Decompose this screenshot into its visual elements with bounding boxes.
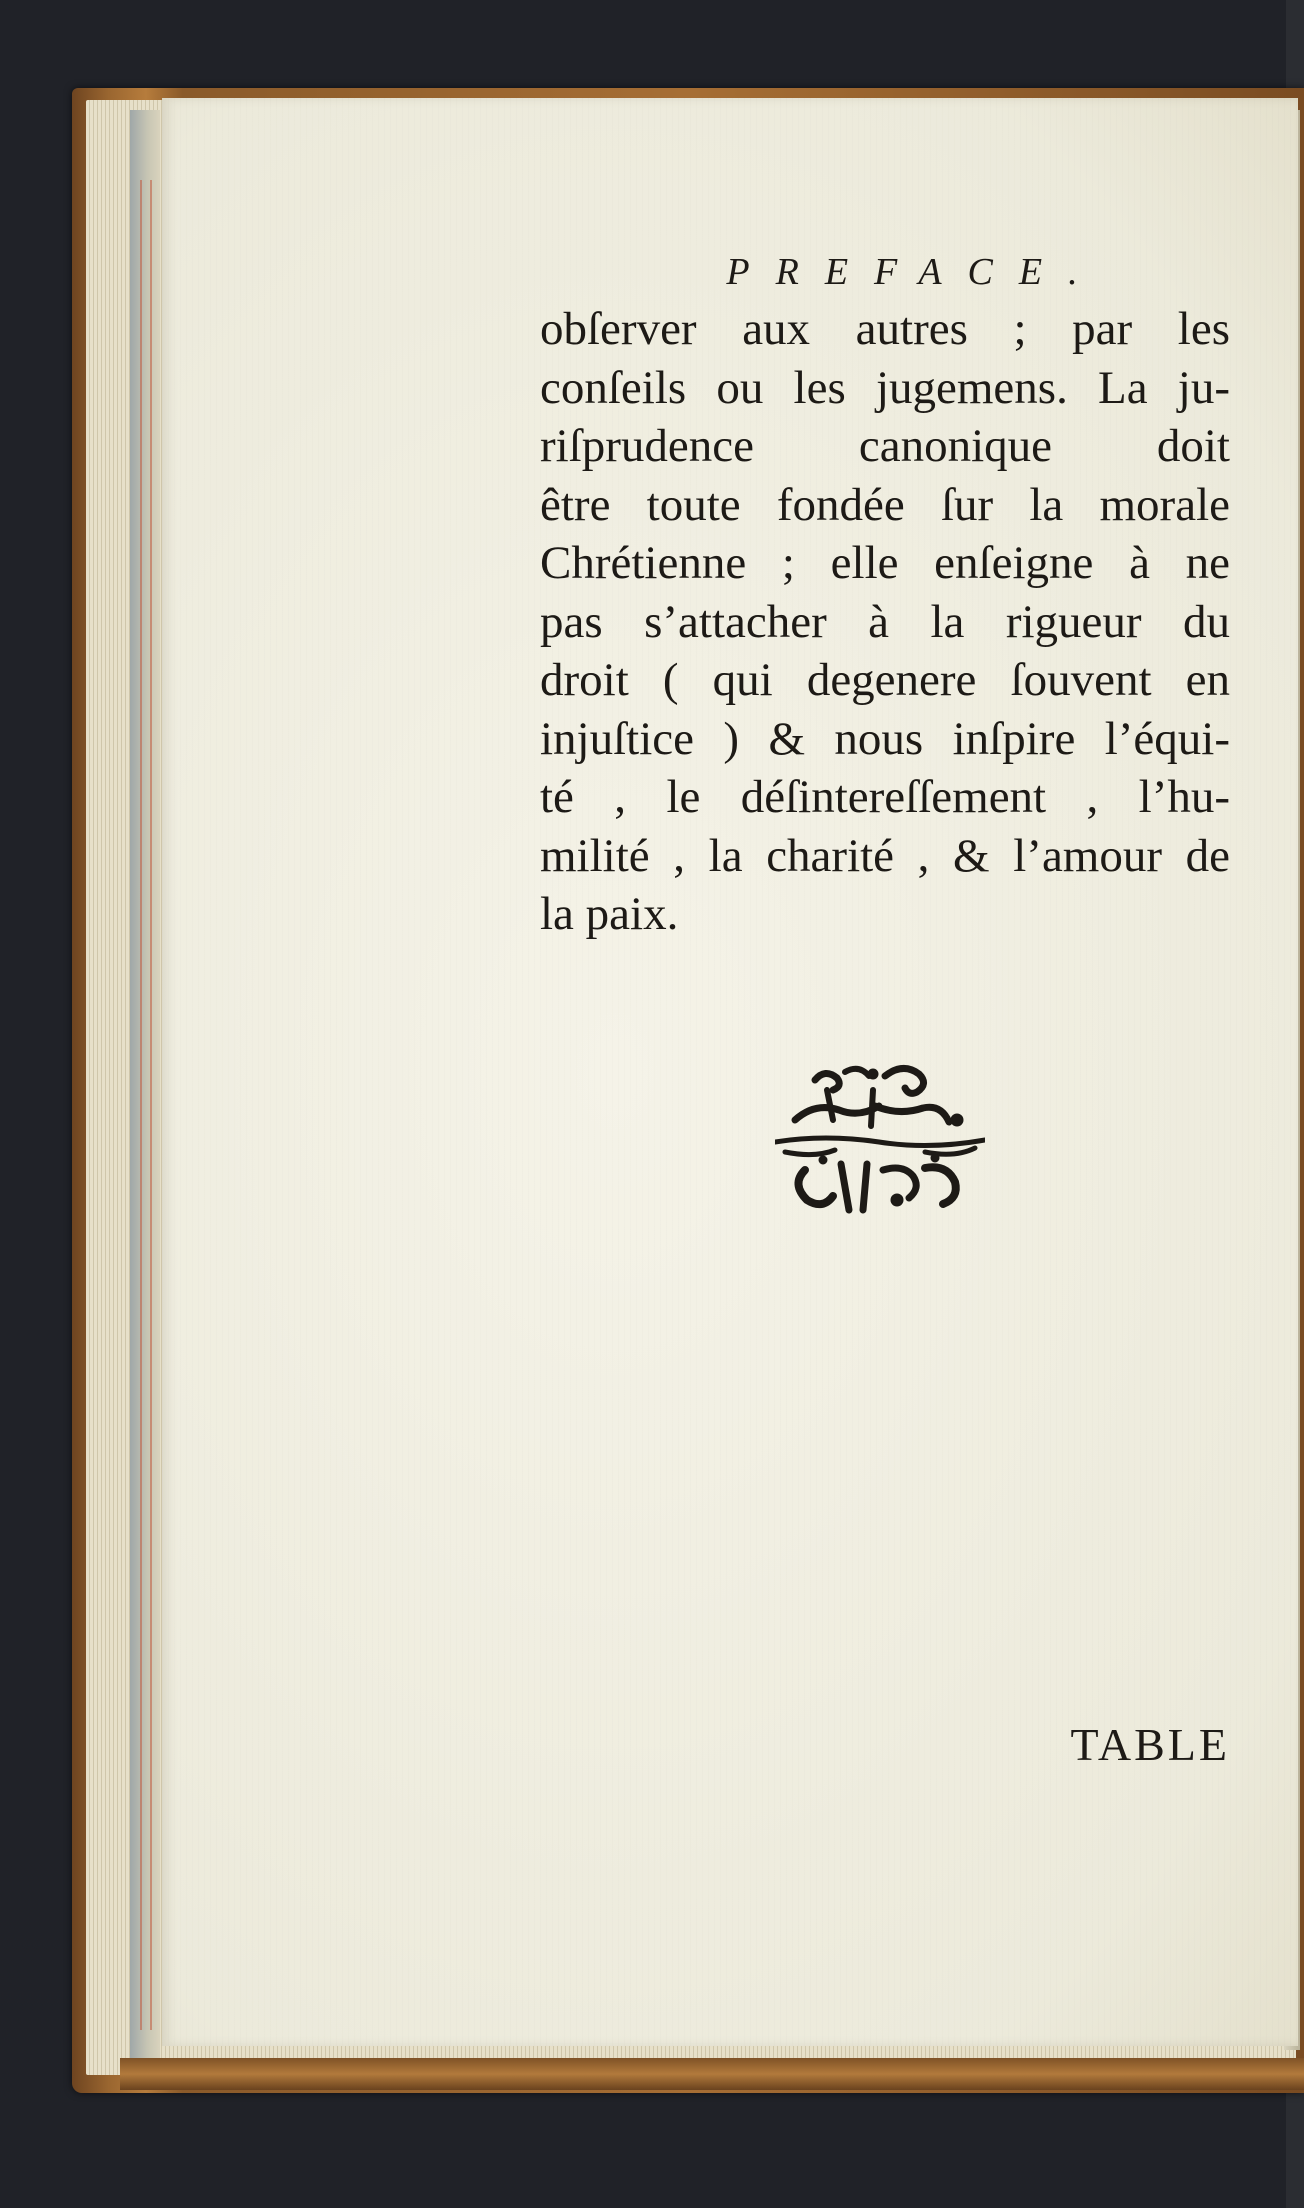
red-edge-line [150,180,152,2030]
text-line: droit ( qui degenere ſouvent en [540,654,1230,706]
text-line: obſerver aux autres ; par les [540,303,1230,355]
text-line: Chrétienne ; elle enſeigne à ne [540,537,1230,589]
text-line: milité , la charité , & l’amour de [540,829,1230,882]
text-line: la paix. [540,888,679,940]
text-line: être toute fondée ſur la morale [540,478,1230,531]
text-line: conſeils ou les jugemens. La ju- [540,361,1230,414]
red-edge-line [140,180,142,2030]
page-text-block [540,248,1230,944]
running-head: PREFACE. [726,251,1104,293]
fleuron-icon [775,1060,985,1220]
text-line: riſprudence canonique doit [540,420,1230,472]
text-line: injuſtice ) & nous inſpire l’équi- [540,712,1230,765]
text-line: té , le déſintereſſement , l’hu- [540,771,1230,823]
page-block-edge [130,110,160,2070]
catchword: TABLE [1070,1719,1230,1770]
cover-bottom-edge [120,2058,1304,2090]
text-line: pas s’attacher à la rigueur du [540,595,1230,648]
